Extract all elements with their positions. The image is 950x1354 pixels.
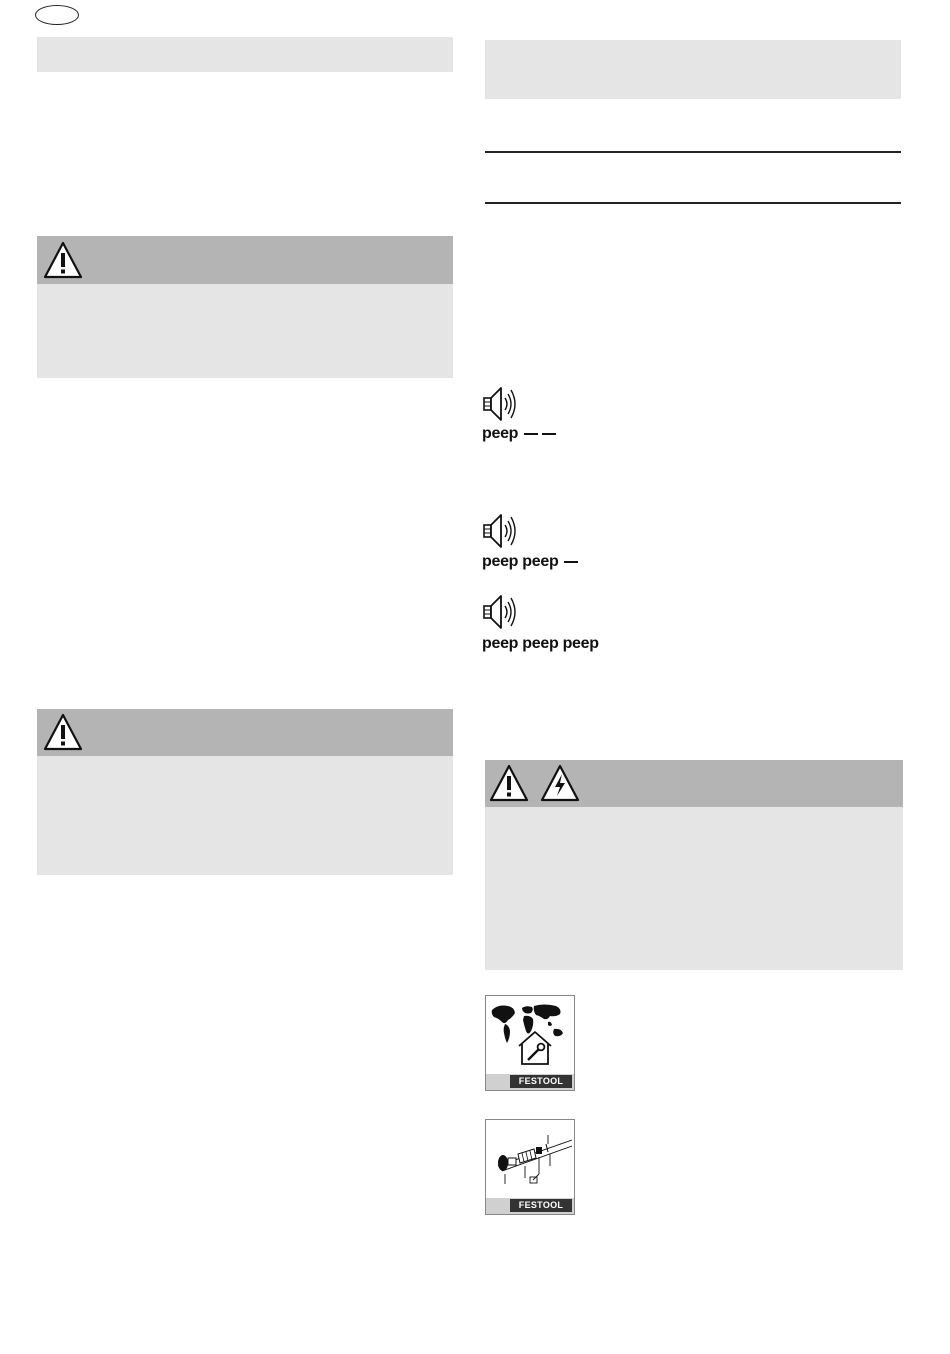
warning-triangle-icon (42, 240, 84, 280)
divider-line-2 (485, 202, 901, 204)
speaker-icon (483, 385, 519, 425)
warning-triangle-icon (42, 712, 84, 752)
festool-logo: FESTOOL (510, 1199, 572, 1212)
signal-label-3 (482, 636, 599, 652)
warning-box-2-header (37, 709, 453, 756)
section-header-bar-left (37, 37, 453, 72)
warning-box-1-body (37, 284, 453, 378)
spare-parts-badge (485, 1119, 575, 1215)
divider-line-1 (485, 151, 901, 153)
language-oval (35, 5, 79, 25)
long-tone-dash (542, 433, 556, 436)
long-tone-dash (524, 433, 538, 436)
signal-label-1 (482, 426, 556, 442)
speaker-icon (483, 593, 519, 633)
signal-label-2 (482, 554, 578, 570)
warning-box-1-header (37, 236, 453, 284)
warning-box-2-body (37, 756, 453, 875)
world-service-icon (488, 998, 572, 1074)
spare-parts-icon (488, 1122, 572, 1198)
warning-box-3-body (485, 807, 903, 970)
speaker-icon (483, 512, 519, 552)
section-header-bar-right (485, 40, 901, 99)
festool-logo: FESTOOL (510, 1075, 572, 1088)
service-badge (485, 995, 575, 1091)
warning-box-3-header (485, 760, 903, 807)
long-tone-dash (564, 561, 578, 564)
warning-triangle-icon (488, 763, 530, 803)
signal-text: peep (482, 425, 519, 442)
signal-text: peep peep peep (482, 635, 599, 652)
signal-text: peep peep (482, 553, 559, 570)
electrical-hazard-icon (539, 763, 581, 803)
